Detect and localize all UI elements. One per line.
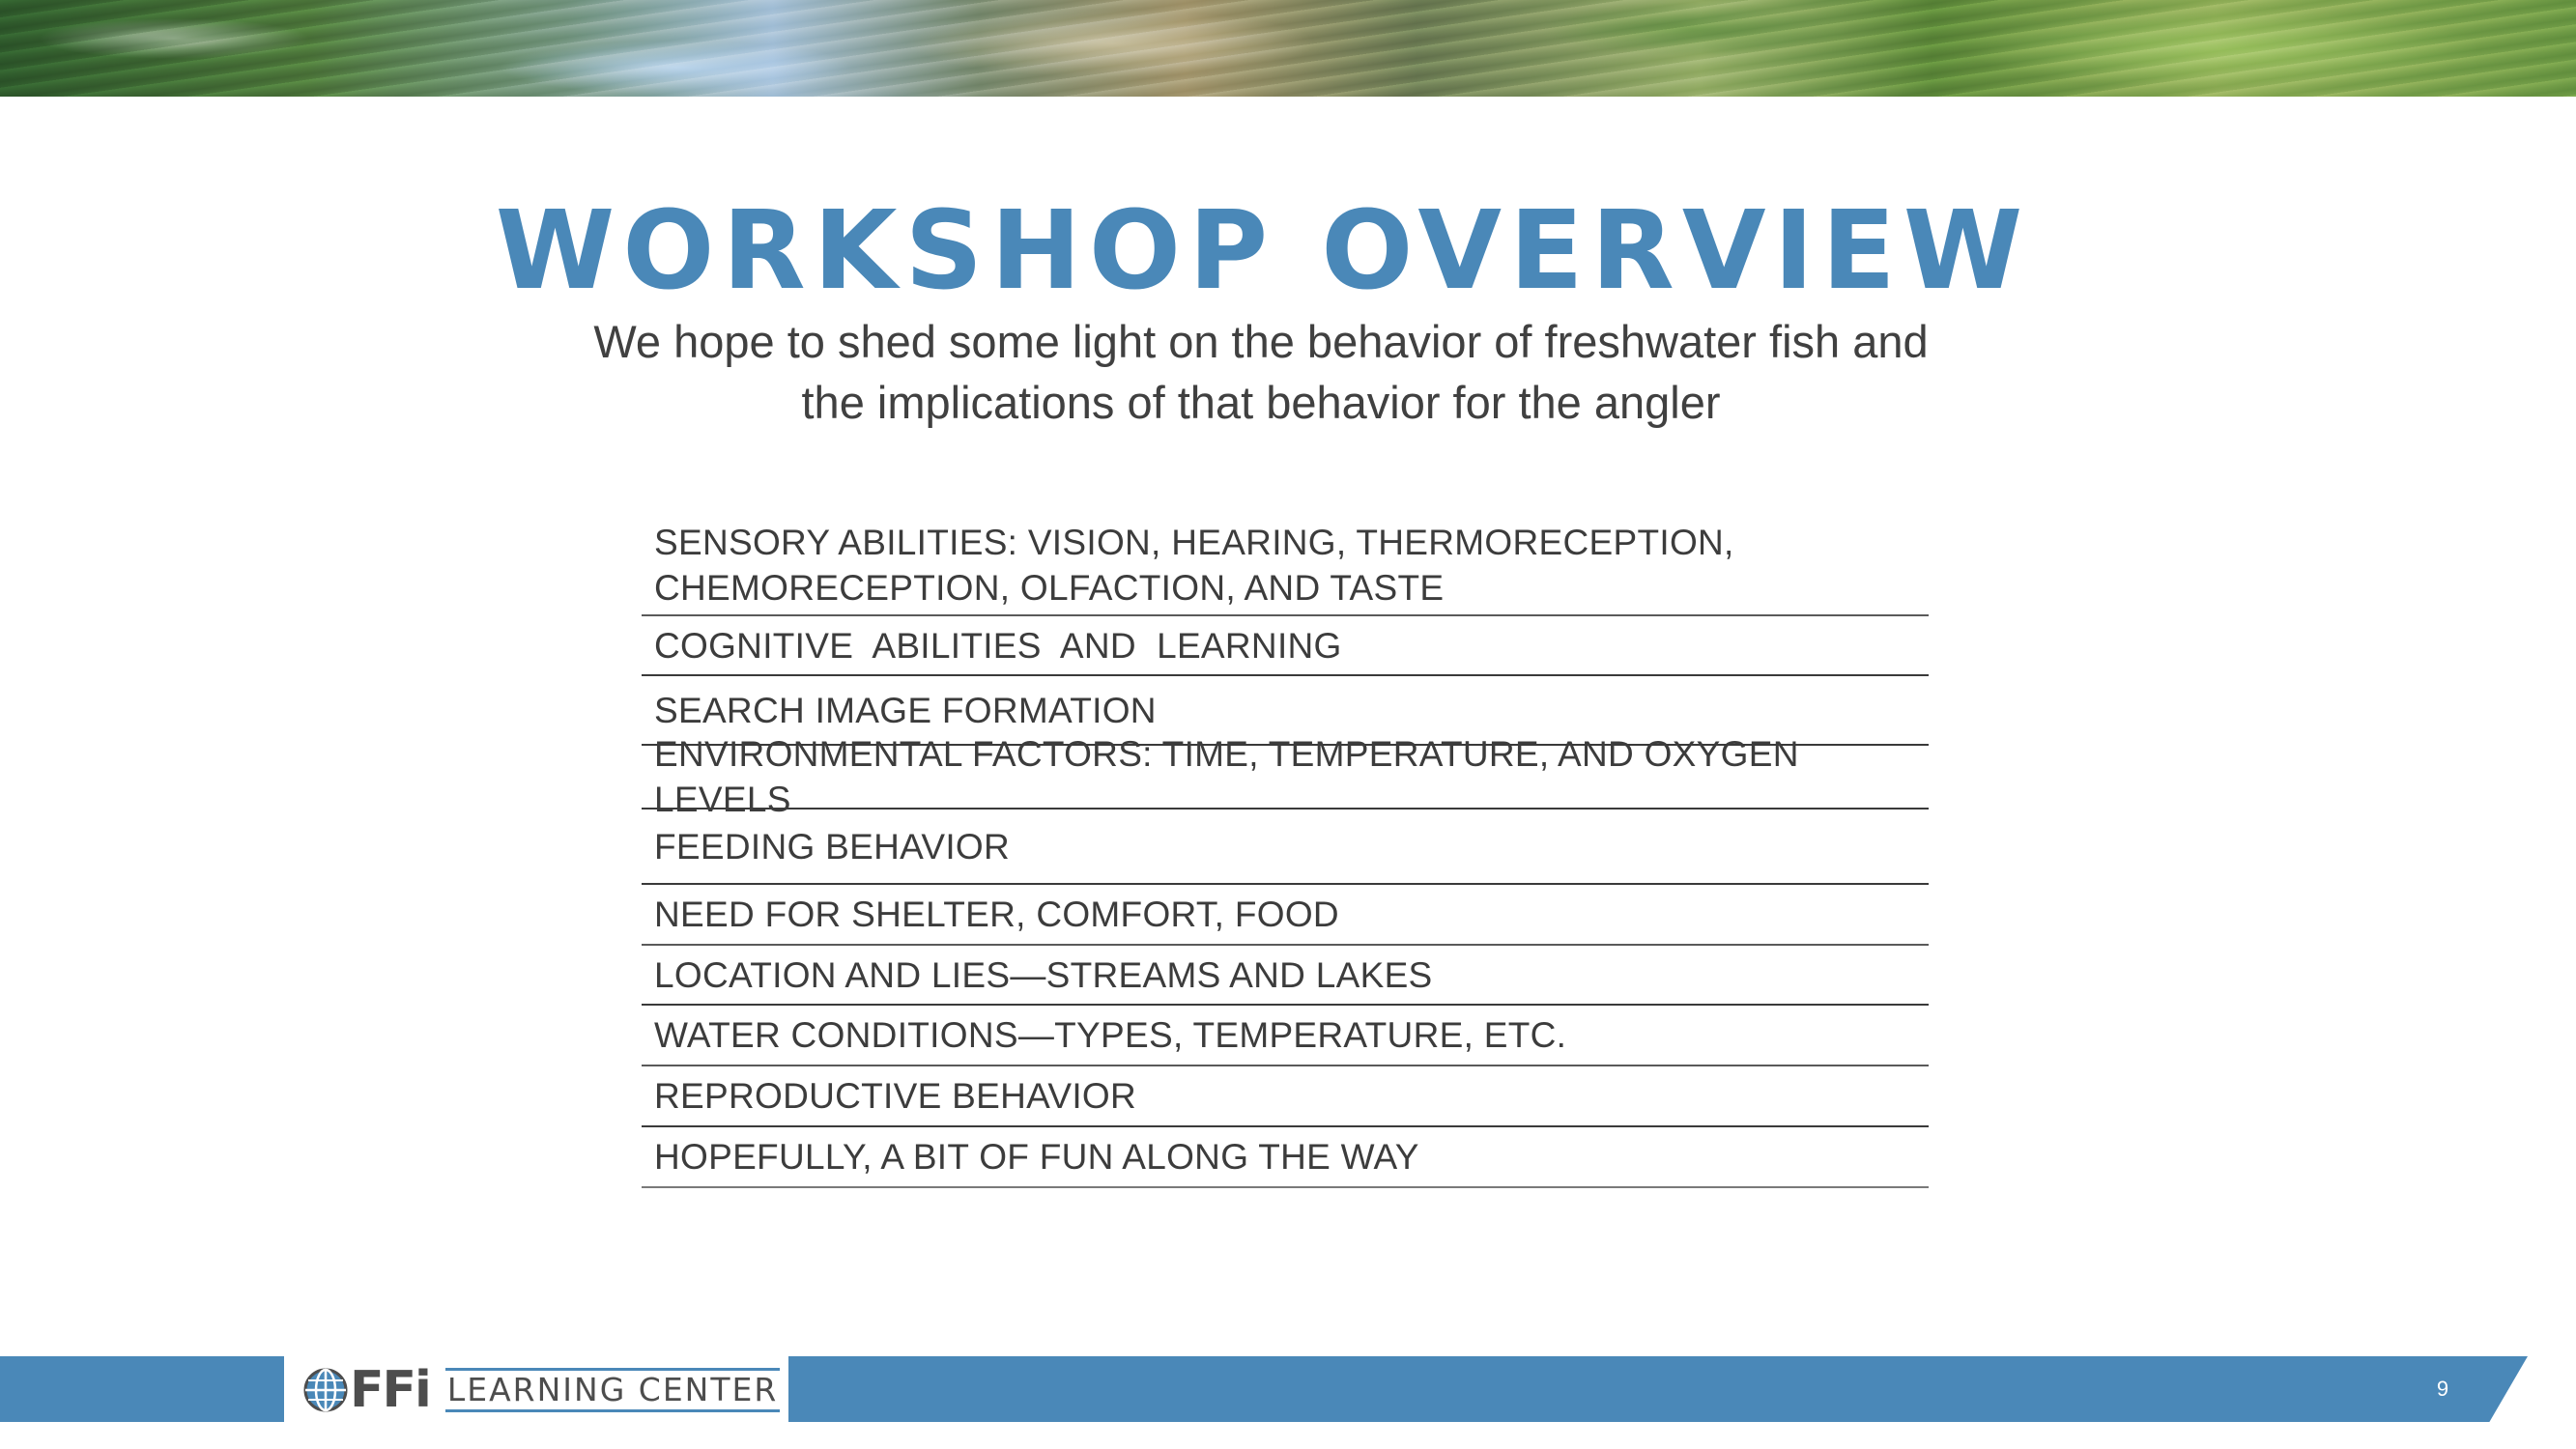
topic-item: HOPEFULLY, A BIT OF FUN ALONG THE WAY: [642, 1127, 1929, 1188]
water-ripple-texture: [0, 0, 2576, 97]
topic-list: [642, 512, 1929, 1188]
ffi-logo: [303, 1362, 780, 1418]
topic-item: SENSORY ABILITIES: VISION, HEARING, THERMORECEPTION, CHEMORECEPTION, OLFACTION, AND TASTE: [642, 512, 1929, 616]
topic-item: WATER CONDITIONS—TYPES, TEMPERATURE, ETC.: [642, 1006, 1929, 1066]
page-subtitle: We hope to shed some light on the behavior of freshwater fish and the implications of that behavior for the angler: [593, 316, 1929, 428]
logo-learning-center-text: LEARNING CENTER: [445, 1368, 780, 1412]
topic-item: COGNITIVE ABILITIES AND LEARNING: [642, 616, 1929, 676]
logo-ffi-text: FFi: [350, 1361, 430, 1419]
page-title: WORKSHOP OVERVIEW: [495, 188, 2031, 314]
footer-left-bar: [0, 1356, 284, 1422]
globe-icon: [303, 1368, 348, 1412]
topic-item: LOCATION AND LIES—STREAMS AND LAKES: [642, 946, 1929, 1006]
topic-item: REPRODUCTIVE BEHAVIOR: [642, 1066, 1929, 1127]
topic-item: SEARCH IMAGE FORMATION: [642, 676, 1929, 746]
page-number: 9: [2436, 1377, 2449, 1401]
footer-right-bar: [788, 1356, 2528, 1422]
topic-item: NEED FOR SHELTER, COMFORT, FOOD: [642, 885, 1929, 946]
topic-item: FEEDING BEHAVIOR: [642, 810, 1929, 885]
topic-item: ENVIRONMENTAL FACTORS: TIME, TEMPERATURE, AND OXYGEN LEVELS: [642, 746, 1929, 810]
header-water-banner: [0, 0, 2576, 97]
